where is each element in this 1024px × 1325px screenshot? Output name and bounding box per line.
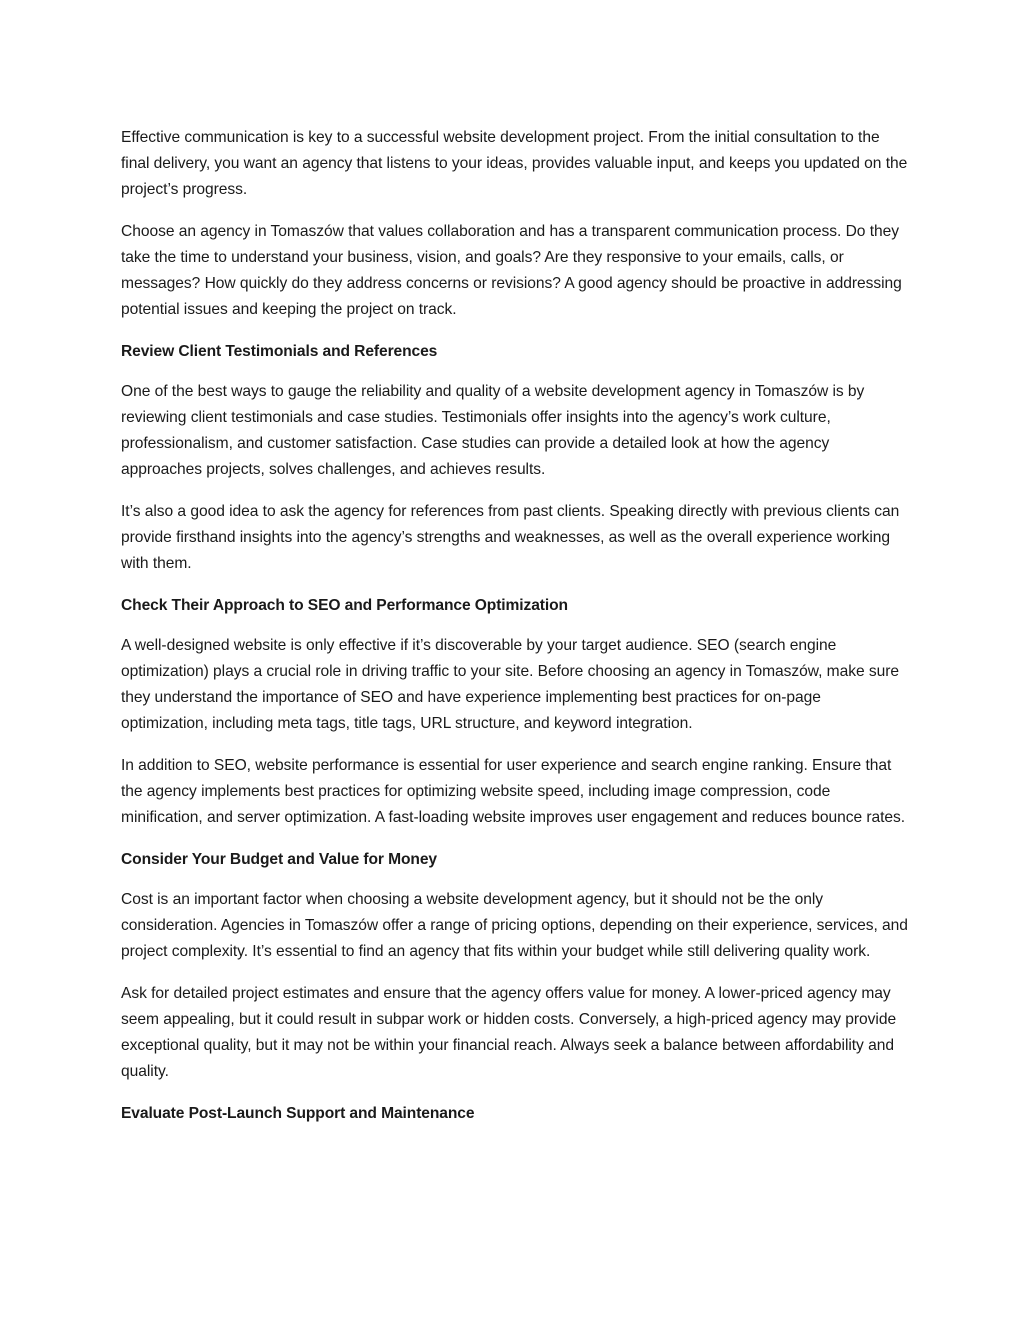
paragraph-estimates: Ask for detailed project estimates and ensure that the agency offers value for money. A lower-priced agency may seem appealing, but it could result in subpar work or hidden costs. Conversely, a high-priced agency may provide exceptional quality, but it may not be within your financial reach. Always seek a balance between affordability and quality. [121, 985, 897, 1080]
paragraph-communication-intro: Effective communication is key to a successful website development project. From the initial consultation to the final delivery, you want an agency that listens to your ideas, provides valuable input, and keeps you updated on the project’s progress. [121, 129, 908, 198]
paragraph-cost: Cost is an important factor when choosing a website development agency, but it should not be the only consideration. Agencies in Tomaszów offer a range of pricing options, depending on their experience, services, and project complexity. It’s essential to find an agency that fits within your budget while still delivering quality work. [121, 891, 908, 960]
heading-review-testimonials: Review Client Testimonials and References [121, 343, 438, 360]
heading-seo-performance: Check Their Approach to SEO and Performance Optimization [121, 597, 568, 614]
paragraph-seo: A well-designed website is only effective if it’s discoverable by your target audience. SEO (search engine optimization) plays a crucial role in driving traffic to your site. Before choosing an agency in Tomaszów, make sure they understand the importance of SEO and have experience implementing best practices for on-page optimization, including meta tags, title tags, URL structure, and keyword integration. [121, 637, 900, 732]
heading-post-launch: Evaluate Post-Launch Support and Maintenance [121, 1105, 475, 1122]
heading-budget: Consider Your Budget and Value for Money [121, 851, 437, 868]
document-page [121, 125, 911, 1141]
paragraph-references: It’s also a good idea to ask the agency for references from past clients. Speaking directly with previous clients can provide firsthand insights into the agency’s strengths and weaknesses, as well as the overall experience working with them. [121, 503, 900, 572]
paragraph-testimonials: One of the best ways to gauge the reliability and quality of a website development agency in Tomaszów is by reviewing client testimonials and case studies. Testimonials offer insights into the agency’s work culture, professionalism, and customer satisfaction. Case studies can provide a detailed look at how the agency approaches projects, solves challenges, and achieves results. [121, 383, 865, 478]
paragraph-choose-agency: Choose an agency in Tomaszów that values collaboration and has a transparent communication process. Do they take the time to understand your business, vision, and goals? Are they responsive to your emails, calls, or messages? How quickly do they address concerns or revisions? A good agency should be proactive in addressing potential issues and keeping the project on track. [121, 223, 902, 318]
paragraph-performance: In addition to SEO, website performance is essential for user experience and search engine ranking. Ensure that the agency implements best practices for optimizing website speed, including image compression, code minification, and server optimization. A fast-loading website improves user engagement and reduces bounce rates. [121, 757, 906, 826]
